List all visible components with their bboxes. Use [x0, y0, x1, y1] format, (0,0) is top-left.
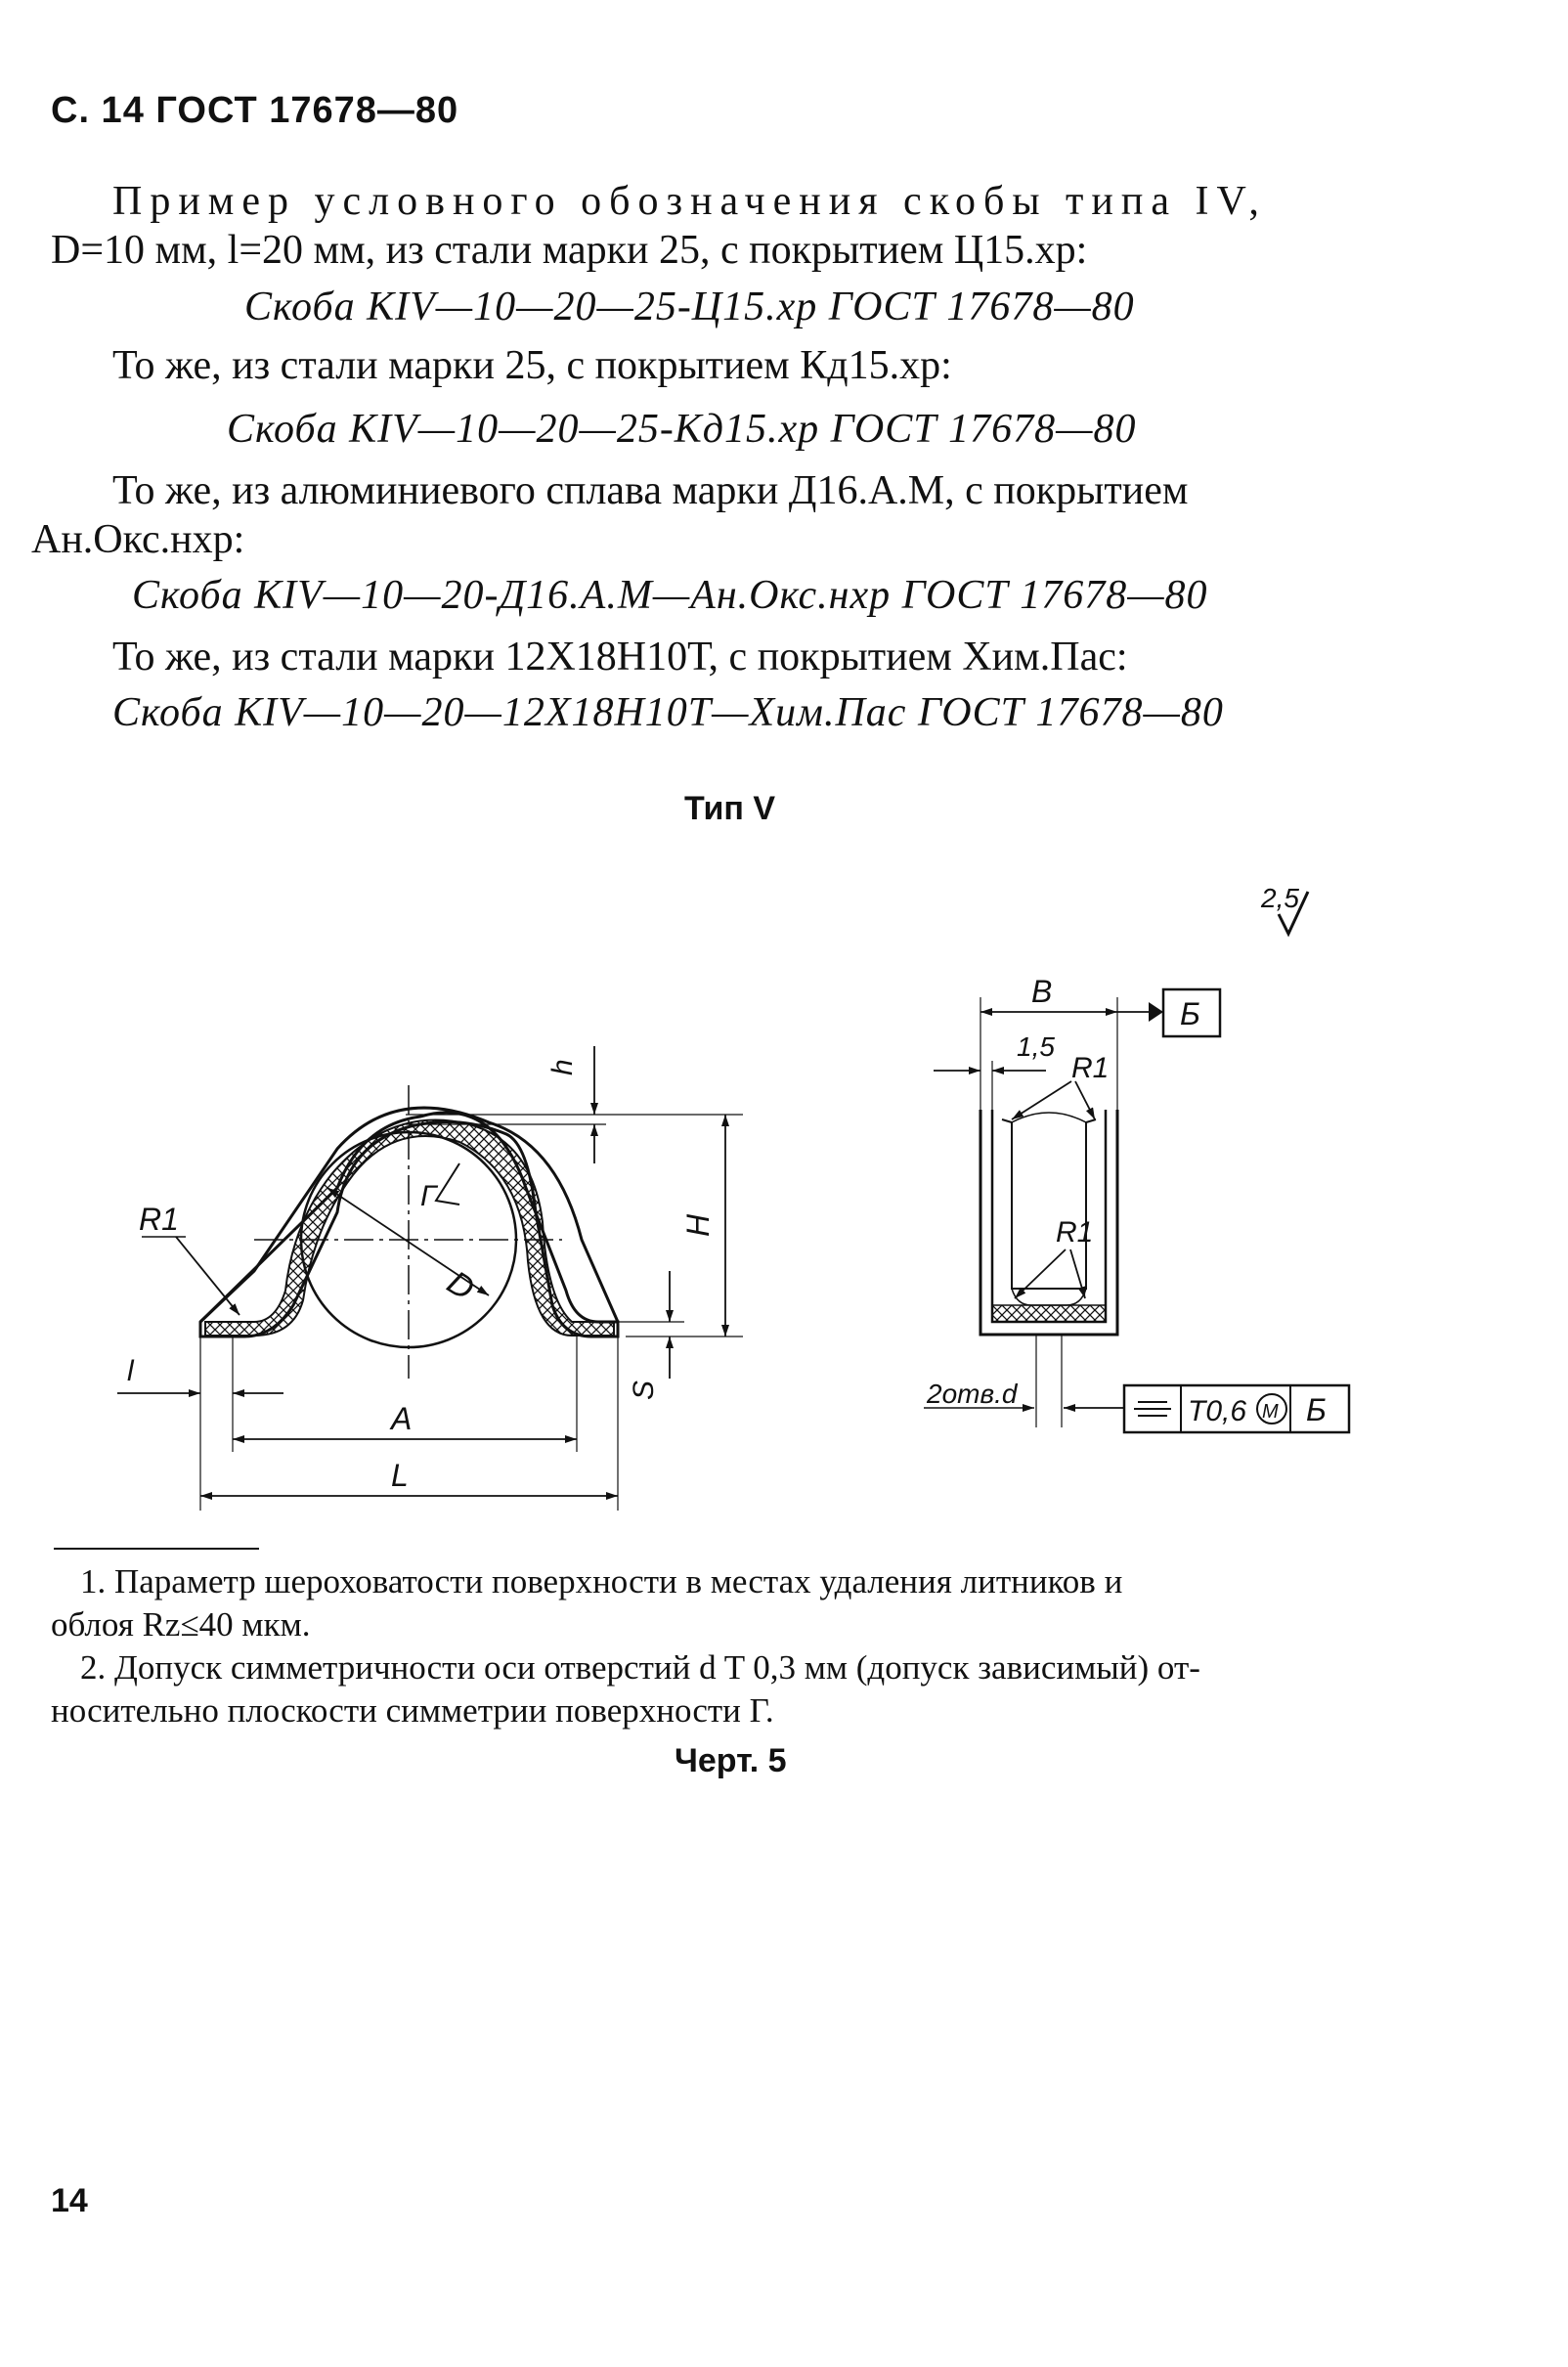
label-holes: 2отв.d [927, 1379, 1018, 1409]
same-material-line-4: То же, из стали марки 12Х18Н10Т, с покрытием Хим.Пас: [112, 635, 1128, 679]
tolerance-value: T0,6 [1188, 1395, 1247, 1427]
note-2-line-1: 2. Допуск симметричности оси отверстий d T 0,3 мм (допуск зависимый) от- [80, 1648, 1200, 1687]
label-S: S [628, 1380, 660, 1400]
note-1-line-1: 1. Параметр шероховатости поверхности в местах удаления литников и [80, 1562, 1123, 1600]
tolerance-datum: Б [1306, 1392, 1327, 1427]
designation-example-2: Скоба KIV—10—20—25-Кд15.хр ГОСТ 17678—80 [227, 407, 1137, 452]
same-material-line-3b: Ан.Окс.нхр: [31, 517, 245, 562]
label-L: L [391, 1458, 409, 1493]
label-H: H [680, 1213, 716, 1237]
same-material-line-3a: То же, из алюминиевого сплава марки Д16.А.М, с покрытием [112, 468, 1189, 513]
designation-example-3: Скоба KIV—10—20-Д16.А.М—Ан.Окс.нхр ГОСТ 17678—80 [132, 573, 1208, 618]
label-D: D [440, 1263, 481, 1308]
bracket-side-view [924, 974, 1349, 1432]
label-h: h [546, 1059, 579, 1075]
label-l: l [127, 1355, 134, 1387]
note-1-line-2: облоя Rz≤40 мкм. [51, 1605, 311, 1644]
designation-example-1: Скоба KIV—10—20—25-Ц15.хр ГОСТ 17678—80 [244, 285, 1135, 329]
tolerance-M: M [1262, 1401, 1279, 1423]
label-A: A [391, 1401, 413, 1436]
roughness-symbol [1260, 883, 1308, 934]
same-material-line-2: То же, из стали марки 25, с покрытием Кд15.хр: [112, 343, 952, 388]
label-G: Г [420, 1180, 437, 1212]
designation-example-4: Скоба KIV—10—20—12Х18Н10Т—Хим.Пас ГОСТ 17678—80 [112, 690, 1224, 735]
footnote-rule [54, 1548, 259, 1550]
label-B: B [1031, 974, 1053, 1009]
label-R1-bottom: R1 [1056, 1216, 1094, 1249]
figure-caption: Черт. 5 [675, 1742, 787, 1779]
page-header: С. 14 ГОСТ 17678—80 [51, 90, 459, 131]
bracket-front-view [117, 1046, 743, 1511]
intro-line-2: D=10 мм, l=20 мм, из стали марки 25, с покрытием Ц15.хр: [51, 228, 1088, 273]
label-1-5: 1,5 [1017, 1031, 1055, 1062]
label-R1-left: R1 [139, 1202, 179, 1237]
intro-line-1: Пример условного обозначения скобы типа IV, [112, 179, 1267, 224]
note-2-line-2: носительно плоскости симметрии поверхности Г. [51, 1691, 774, 1730]
type-caption: Тип V [684, 790, 776, 827]
label-R1-top: R1 [1071, 1052, 1110, 1084]
svg-text:2,5: 2,5 [1261, 883, 1299, 913]
page-number: 14 [51, 2182, 88, 2219]
datum-B-label: Б [1180, 996, 1200, 1031]
